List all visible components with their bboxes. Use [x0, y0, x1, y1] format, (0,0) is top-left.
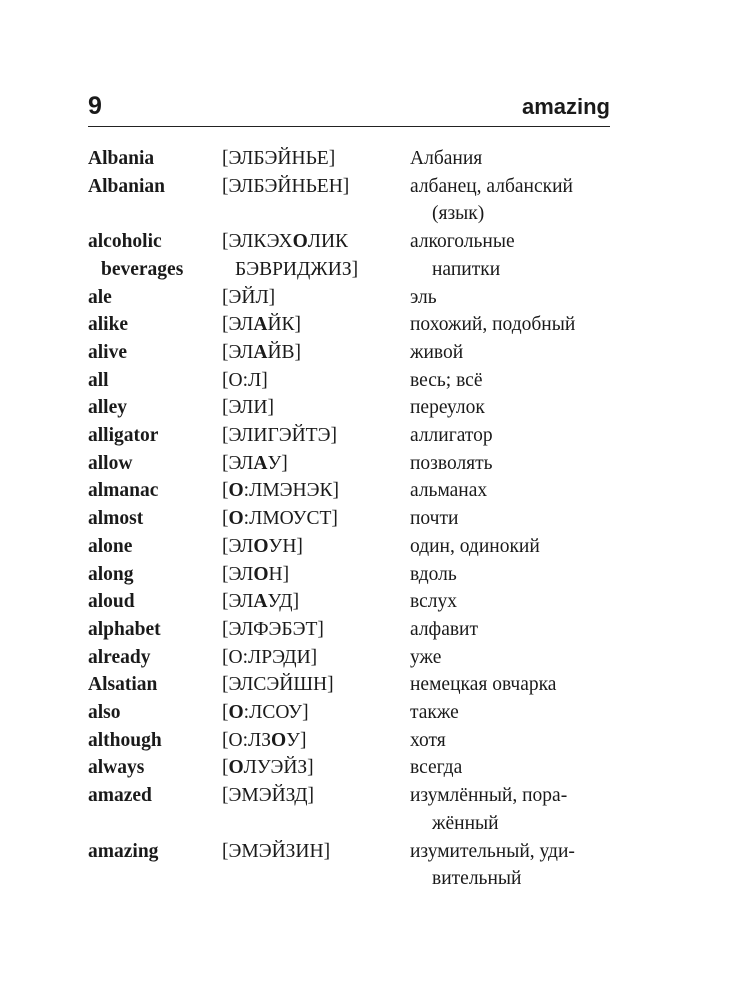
- transcription-part: :ЛМОУСТ]: [243, 508, 338, 530]
- translation: [410, 422, 628, 450]
- translation-line: албанец, албанский: [410, 175, 573, 197]
- transcription: [222, 422, 410, 450]
- translation: [410, 339, 628, 367]
- headword: [88, 588, 222, 616]
- translation: [410, 228, 628, 283]
- translation-line: один, одинокий: [410, 535, 540, 557]
- page-header: [88, 92, 610, 127]
- headword-line: amazing: [88, 840, 159, 862]
- dictionary-entry: [88, 533, 628, 561]
- transcription: [222, 561, 410, 589]
- translation: [410, 173, 628, 228]
- transcription-part: [ЭЛБЭЙНЬЕН]: [222, 175, 350, 197]
- headword: [88, 422, 222, 450]
- headword-line: always: [88, 757, 145, 779]
- headword: [88, 145, 222, 173]
- translation: [410, 727, 628, 755]
- stressed-vowel: О: [228, 757, 244, 779]
- transcription-part: У]: [286, 729, 307, 751]
- transcription-part: [: [222, 757, 229, 779]
- headword: [88, 394, 222, 422]
- transcription-part: ЛИК: [307, 231, 349, 253]
- transcription-part: [О:ЛЗ: [222, 729, 271, 751]
- translation: [410, 284, 628, 312]
- dictionary-entry: [88, 311, 628, 339]
- dictionary-entry: [88, 505, 628, 533]
- headword-line: along: [88, 563, 134, 585]
- translation: [410, 838, 628, 893]
- translation: [410, 311, 628, 339]
- transcription-part: [ЭЛИГЭЙТЭ]: [222, 425, 337, 447]
- transcription-part: [ЭЛ: [222, 341, 254, 363]
- dictionary-entry: [88, 450, 628, 478]
- translation-line: вслух: [410, 591, 457, 613]
- transcription: [222, 754, 410, 782]
- transcription-line: [222, 588, 410, 616]
- transcription-line: [222, 450, 410, 478]
- transcription-line: [222, 727, 410, 755]
- dictionary-entry: [88, 173, 628, 228]
- translation: [410, 450, 628, 478]
- transcription-part: [ЭЛИ]: [222, 397, 274, 419]
- translation-line: эль: [410, 286, 437, 308]
- dictionary-entry: [88, 145, 628, 173]
- headword: [88, 367, 222, 395]
- headword: [88, 727, 222, 755]
- transcription: [222, 145, 410, 173]
- transcription-part: :ЛМЭНЭК]: [243, 480, 339, 502]
- transcription: [222, 450, 410, 478]
- transcription-part: ЙВ]: [267, 341, 302, 363]
- transcription: [222, 505, 410, 533]
- transcription-part: [ЭЛ: [222, 535, 254, 557]
- headword-line: almanac: [88, 480, 159, 502]
- transcription-part: БЭВРИДЖИЗ]: [235, 258, 359, 280]
- translation: [410, 671, 628, 699]
- transcription-line: [222, 284, 410, 312]
- translation-line: переулок: [410, 397, 485, 419]
- translation-line: альманах: [410, 480, 488, 502]
- transcription-part: ЛУЭЙЗ]: [243, 757, 314, 779]
- translation-line: почти: [410, 508, 459, 530]
- translation-line: алкогольные: [410, 231, 515, 253]
- transcription: [222, 644, 410, 672]
- transcription-line: [222, 533, 410, 561]
- translation-line: жённый: [432, 812, 499, 834]
- translation-line: также: [410, 702, 459, 724]
- transcription: [222, 727, 410, 755]
- transcription: [222, 367, 410, 395]
- transcription-part: [ЭЛ: [222, 452, 254, 474]
- dictionary-entry: [88, 228, 628, 283]
- stressed-vowel: О: [253, 563, 269, 585]
- translation: [410, 699, 628, 727]
- headword-line: Alsatian: [88, 674, 158, 696]
- translation-line: алфавит: [410, 618, 479, 640]
- headword-line: although: [88, 729, 162, 751]
- transcription: [222, 533, 410, 561]
- transcription-part: [ЭМЭЙЗИН]: [222, 840, 331, 862]
- stressed-vowel: А: [253, 452, 268, 474]
- translation: [410, 533, 628, 561]
- headword-line: alley: [88, 397, 127, 419]
- headword: [88, 616, 222, 644]
- headword-line: already: [88, 646, 151, 668]
- transcription-part: [ЭМЭЙЗД]: [222, 785, 315, 807]
- headword-line: alphabet: [88, 618, 161, 640]
- running-head: amazing: [521, 94, 610, 119]
- translation-line: изумлённый, пора-: [410, 785, 568, 807]
- transcription: [222, 284, 410, 312]
- transcription-line: [222, 754, 410, 782]
- headword: [88, 339, 222, 367]
- transcription-line: [222, 422, 410, 450]
- translation-line: Албания: [410, 148, 483, 169]
- headword-line: all: [88, 369, 109, 391]
- transcription-part: ЙК]: [267, 314, 302, 336]
- stressed-vowel: О: [228, 702, 244, 724]
- translation-line: хотя: [410, 729, 446, 751]
- headword-line: ale: [88, 286, 112, 308]
- transcription-line: [222, 173, 410, 201]
- transcription-line: [222, 838, 410, 866]
- dictionary-entry: [88, 367, 628, 395]
- dictionary-entry: [88, 838, 628, 893]
- headword: [88, 450, 222, 478]
- translation: [410, 394, 628, 422]
- headword-line: allow: [88, 452, 133, 474]
- headword-line: beverages: [101, 258, 184, 280]
- transcription-part: :ЛСОУ]: [243, 702, 309, 724]
- transcription-part: УД]: [267, 591, 300, 613]
- translation-line: немецкая овчарка: [410, 674, 557, 696]
- dictionary-entry: [88, 616, 628, 644]
- transcription-part: [ЭЛФЭБЭТ]: [222, 618, 324, 640]
- transcription-line: [222, 256, 410, 284]
- transcription-part: [ЭЛБЭЙНЬЕ]: [222, 148, 336, 169]
- transcription: [222, 782, 410, 837]
- stressed-vowel: О: [253, 535, 269, 557]
- transcription-line: [222, 561, 410, 589]
- translation-line: весь; всё: [410, 369, 483, 391]
- translation-line: позволять: [410, 452, 493, 474]
- translation-line: (язык): [432, 203, 485, 225]
- dictionary-entry: [88, 477, 628, 505]
- dictionary-entry: [88, 782, 628, 837]
- transcription-part: [ЭЛ: [222, 314, 254, 336]
- transcription: [222, 838, 410, 893]
- headword-line: alive: [88, 341, 127, 363]
- transcription: [222, 339, 410, 367]
- transcription-line: [222, 228, 410, 256]
- transcription: [222, 477, 410, 505]
- headword-line: Albania: [88, 148, 155, 169]
- transcription-line: [222, 644, 410, 672]
- headword-line: alcoholic: [88, 231, 162, 253]
- headword: [88, 782, 222, 837]
- transcription-part: [ЭЙЛ]: [222, 286, 276, 308]
- dictionary-entry: [88, 727, 628, 755]
- transcription-part: [: [222, 480, 229, 502]
- transcription: [222, 699, 410, 727]
- transcription-line: [222, 505, 410, 533]
- stressed-vowel: О: [228, 508, 244, 530]
- transcription-line: [222, 311, 410, 339]
- translation: [410, 561, 628, 589]
- transcription: [222, 311, 410, 339]
- translation-line: аллигатор: [410, 425, 493, 447]
- headword: [88, 477, 222, 505]
- stressed-vowel: А: [253, 341, 268, 363]
- transcription-line: [222, 394, 410, 422]
- headword-line: Albanian: [88, 175, 165, 197]
- headword-line: also: [88, 702, 121, 724]
- headword: [88, 311, 222, 339]
- headword: [88, 284, 222, 312]
- dictionary-entry: [88, 754, 628, 782]
- translation: [410, 644, 628, 672]
- headword: [88, 671, 222, 699]
- page-number: 9: [88, 92, 102, 120]
- transcription-line: [222, 145, 410, 173]
- headword: [88, 561, 222, 589]
- transcription-part: У]: [267, 452, 288, 474]
- translation: [410, 616, 628, 644]
- translation: [410, 505, 628, 533]
- translation: [410, 782, 628, 837]
- translation: [410, 367, 628, 395]
- headword-line: alone: [88, 535, 133, 557]
- transcription: [222, 228, 410, 283]
- transcription: [222, 173, 410, 228]
- transcription-part: [ЭЛКЭХ: [222, 231, 293, 253]
- transcription-part: [ЭЛСЭЙШН]: [222, 674, 334, 696]
- dictionary-entry: [88, 644, 628, 672]
- transcription-part: [О:ЛРЭДИ]: [222, 646, 318, 668]
- headword-line: alike: [88, 314, 129, 336]
- stressed-vowel: О: [228, 480, 244, 502]
- transcription-part: УН]: [268, 535, 303, 557]
- translation: [410, 754, 628, 782]
- dictionary-entry: [88, 588, 628, 616]
- headword-line: almost: [88, 508, 144, 530]
- stressed-vowel: О: [271, 729, 287, 751]
- translation-line: похожий, подобный: [410, 314, 576, 336]
- stressed-vowel: О: [292, 231, 308, 253]
- translation-line: вдоль: [410, 563, 457, 585]
- transcription-line: [222, 339, 410, 367]
- transcription-line: [222, 367, 410, 395]
- headword: [88, 228, 222, 283]
- transcription-line: [222, 477, 410, 505]
- transcription-part: [ЭЛ: [222, 591, 254, 613]
- headword-line: aloud: [88, 591, 135, 613]
- transcription: [222, 394, 410, 422]
- headword: [88, 838, 222, 893]
- translation-line: изумительный, уди-: [410, 840, 575, 862]
- translation-line: живой: [410, 341, 464, 363]
- dictionary-entry: [88, 284, 628, 312]
- headword-line: amazed: [88, 785, 152, 807]
- headword: [88, 533, 222, 561]
- translation-line: вительный: [432, 868, 522, 890]
- transcription-line: [222, 671, 410, 699]
- transcription-part: [ЭЛ: [222, 563, 254, 585]
- transcription-part: [О:Л]: [222, 369, 268, 391]
- dictionary-entry: [88, 339, 628, 367]
- dictionary-entry: [88, 422, 628, 450]
- transcription-part: Н]: [268, 563, 290, 585]
- transcription: [222, 588, 410, 616]
- transcription-line: [222, 699, 410, 727]
- headword: [88, 173, 222, 228]
- headword: [88, 754, 222, 782]
- transcription: [222, 671, 410, 699]
- dictionary-entry: [88, 394, 628, 422]
- transcription-part: [: [222, 508, 229, 530]
- headword: [88, 699, 222, 727]
- translation: [410, 145, 628, 173]
- translation-line: напитки: [432, 258, 501, 280]
- headword-line: alligator: [88, 425, 159, 447]
- transcription-part: [: [222, 702, 229, 724]
- transcription-line: [222, 782, 410, 810]
- transcription-line: [222, 616, 410, 644]
- translation: [410, 588, 628, 616]
- stressed-vowel: А: [253, 591, 268, 613]
- dictionary-entries: [88, 145, 628, 893]
- translation: [410, 477, 628, 505]
- transcription: [222, 616, 410, 644]
- stressed-vowel: А: [253, 314, 268, 336]
- headword: [88, 505, 222, 533]
- dictionary-entry: [88, 561, 628, 589]
- translation-line: всегда: [410, 757, 463, 779]
- dictionary-entry: [88, 699, 628, 727]
- translation-line: уже: [410, 646, 442, 668]
- dictionary-entry: [88, 671, 628, 699]
- headword: [88, 644, 222, 672]
